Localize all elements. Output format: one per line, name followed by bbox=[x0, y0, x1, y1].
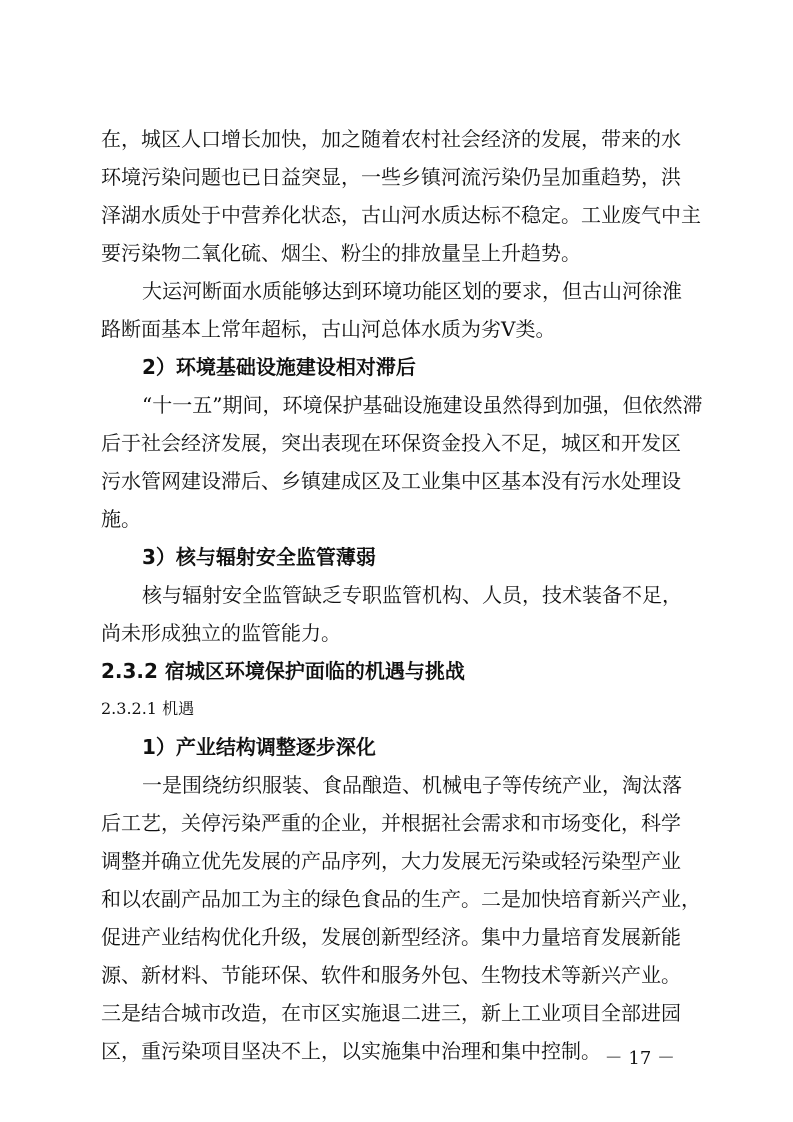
paragraph-line: 在，城区人口增长加快，加之随着农村社会经济的发展，带来的水 bbox=[101, 127, 681, 151]
subheading: 1）产业结构调整逐步深化 bbox=[142, 735, 376, 759]
paragraph-line: 核与辐射安全监管缺乏专职监管机构、人员，技术装备不足， bbox=[142, 583, 682, 607]
paragraph-line: 路断面基本上常年超标，古山河总体水质为劣V类。 bbox=[101, 317, 556, 341]
subheading: 3）核与辐射安全监管薄弱 bbox=[142, 545, 376, 569]
paragraph-line: 和以农副产品加工为主的绿色食品的生产。二是加快培育新兴产业， bbox=[101, 887, 701, 911]
paragraph-line: 三是结合城市改造，在市区实施退二进三，新上工业项目全部进园 bbox=[101, 1001, 681, 1025]
paragraph-line: 区，重污染项目坚决不上，以实施集中治理和集中控制。 bbox=[101, 1039, 601, 1063]
subheading: 2）环境基础设施建设相对滞后 bbox=[142, 355, 416, 379]
paragraph-line: 后工艺，关停污染严重的企业，并根据社会需求和市场变化，科学 bbox=[101, 811, 681, 835]
paragraph-line: 调整并确立优先发展的产品序列，大力发展无污染或轻污染型产业 bbox=[101, 849, 681, 873]
paragraph-line: 源、新材料、节能环保、软件和服务外包、生物技术等新兴产业。 bbox=[101, 963, 681, 987]
paragraph-line: 促进产业结构优化升级，发展创新型经济。集中力量培育发展新能 bbox=[101, 925, 681, 949]
paragraph-line: 一是围绕纺织服装、食品酿造、机械电子等传统产业，淘汰落 bbox=[142, 773, 682, 797]
subsection-heading: 2.3.2.1 机遇 bbox=[101, 699, 195, 718]
paragraph-line: 要污染物二氧化硫、烟尘、粉尘的排放量呈上升趋势。 bbox=[101, 241, 581, 265]
paragraph-line: 泽湖水质处于中营养化状态，古山河水质达标不稳定。工业废气中主 bbox=[101, 203, 701, 227]
paragraph-line: 污水管网建设滞后、乡镇建成区及工业集中区基本没有污水处理设 bbox=[101, 469, 681, 493]
paragraph-line: 后于社会经济发展，突出表现在环保资金投入不足，城区和开发区 bbox=[101, 431, 681, 455]
section-heading: 2.3.2 宿城区环境保护面临的机遇与挑战 bbox=[101, 659, 465, 683]
paragraph-line: 环境污染问题也已日益突显，一些乡镇河流污染仍呈加重趋势，洪 bbox=[101, 165, 681, 189]
paragraph-line: 施。 bbox=[101, 507, 141, 531]
paragraph-line: “十一五”期间，环境保护基础设施建设虽然得到加强，但依然滞 bbox=[142, 393, 703, 417]
paragraph-line: 尚未形成独立的监管能力。 bbox=[101, 621, 341, 645]
paragraph-line: 大运河断面水质能够达到环境功能区划的要求，但古山河徐淮 bbox=[142, 279, 682, 303]
page-number: － 17 － bbox=[604, 1048, 675, 1069]
